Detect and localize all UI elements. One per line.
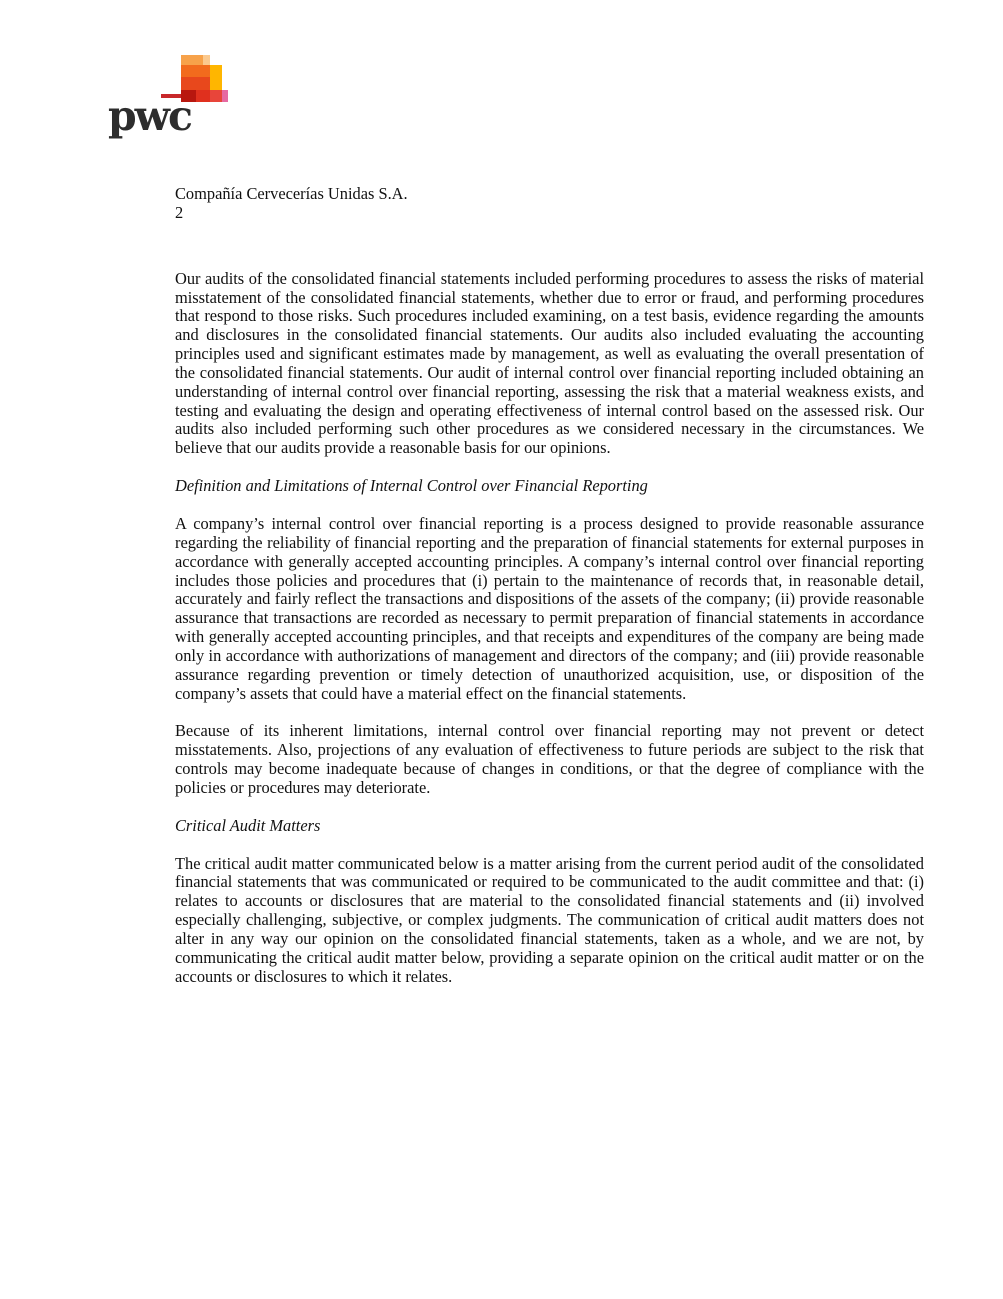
spacer [175, 703, 924, 722]
paragraph-audit-procedures: Our audits of the consolidated financial statements included performing procedures to assess the risks of material misstatement of the consolidated financial statements, whether due to error or fraud, and performing procedures that respond to those risks. Such procedures included examining, on a test basis, evidence regarding the amounts and disclosures in the consolidated financial statements. Our audits also included evaluating the accounting principles used and significant estimates made by management, as well as evaluating the overall presentation of the consolidated financial statements. Our audit of internal control over financial reporting included obtaining an understanding of internal control over financial reporting, assessing the risk that a material weakness exists, and testing and evaluating the design and operating effectiveness of internal control based on the assessed risk. Our audits also included performing such other procedures as we considered necessary in the circumstances. We believe that our audits provide a reasonable basis for our opinions. [175, 268, 924, 458]
logo-block-red-orange [181, 77, 210, 90]
paragraph-internal-control-definition: A company’s internal control over financial reporting is a process designed to provide reasonable assurance regarding the reliability of financial reporting and the preparation of financial statements for external purposes in accordance with generally accepted accounting principles. A company’s internal control over financial reporting includes those policies and procedures that (i) pertain to the maintenance of records that, in reasonable detail, accurately and fairly reflect the transactions and dispositions of the assets of the company; (ii) provide reasonable assurance that transactions are recorded as necessary to permit preparation of financial statements in accordance with generally accepted accounting principles, and that receipts and expenditures of the company are being made only in accordance with authorizations of management and directors of the company; and (iii) provide reasonable assurance regarding prevention or timely detection of unauthorized acquisition, use, or disposition of the company’s assets that could have a material effect on the financial statements. [175, 513, 924, 703]
spacer [175, 836, 924, 855]
spacer [175, 458, 924, 477]
section-heading-internal-control: Definition and Limitations of Internal Control over Financial Reporting [175, 476, 648, 496]
logo-block-orange [181, 65, 210, 77]
spacer [175, 496, 924, 515]
pwc-wordmark: pwc [108, 92, 191, 140]
logo-block-pink [222, 90, 228, 102]
page-number: 2 [175, 202, 184, 222]
section-heading-critical-audit-matters: Critical Audit Matters [175, 815, 321, 835]
logo-block-yellow [210, 65, 222, 90]
pwc-logo [108, 52, 228, 147]
logo-block-coral [210, 90, 222, 102]
spacer [175, 798, 924, 817]
company-name: Compañía Cervecerías Unidas S.A. [175, 184, 408, 203]
spacer [175, 223, 924, 270]
paragraph-critical-audit-matters: The critical audit matter communicated below is a matter arising from the current period audit of the consolidated financial statements that was communicated or required to be communicated to the audit committee and that: (i) relates to accounts or disclosures that are material to the consolidated financial statements and (ii) involved especially challenging, subjective, or complex judgments. The communication of critical audit matters does not alter in any way our opinion on the consolidated financial statements, taken as a whole, and we are not, by communicating the critical audit matter below, providing a separate opinion on the critical audit matter or on the accounts or disclosures to which it relates. [175, 853, 924, 986]
logo-block-top [181, 55, 203, 65]
logo-block-red [196, 90, 210, 102]
document-page [175, 185, 924, 987]
paragraph-inherent-limitations: Because of its inherent limitations, internal control over financial reporting may not prevent or detect misstatements. Also, projections of any evaluation of effectiveness to future periods are subject to the risk that controls may become inadequate because of changes in conditions, or that the degree of compliance with the policies or procedures may deteriorate. [175, 721, 924, 797]
logo-block-top-fade [203, 55, 210, 65]
